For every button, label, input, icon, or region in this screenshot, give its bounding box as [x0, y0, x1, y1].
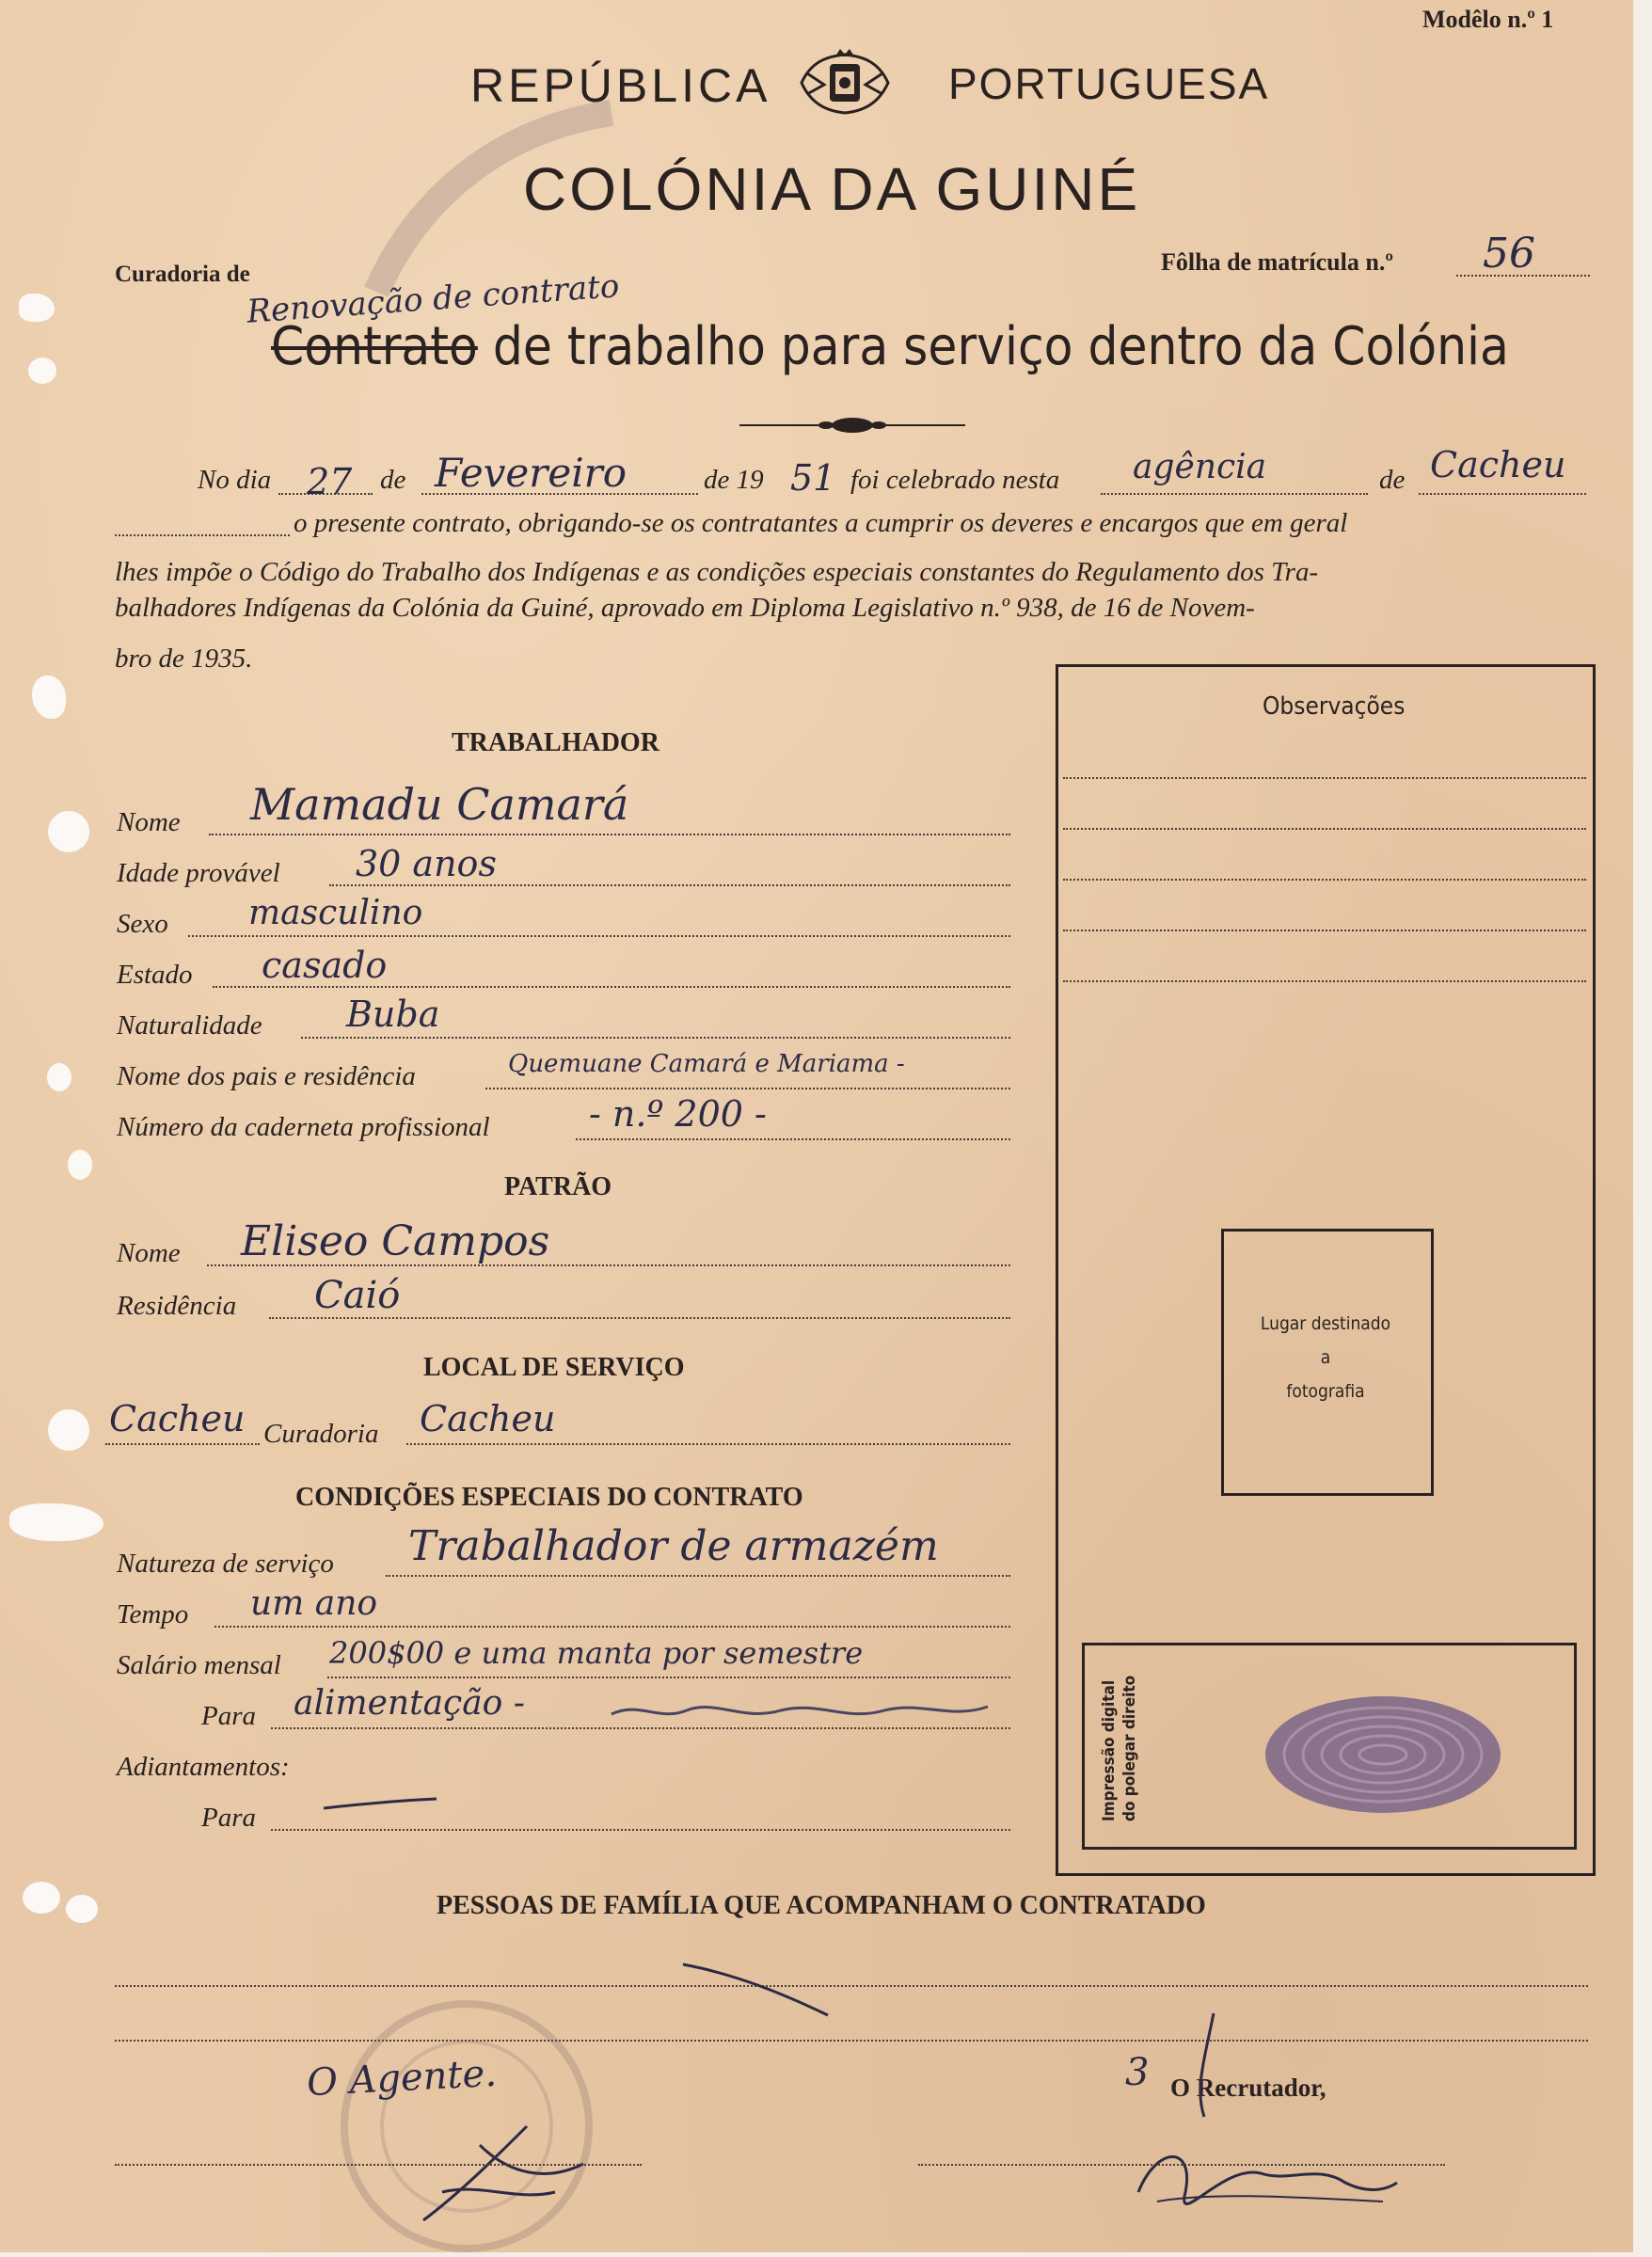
trab-nome-value: Mamadu Camará	[250, 779, 629, 830]
patrao-residencia-value: Caió	[314, 1274, 401, 1317]
local-place-value: Cacheu	[109, 1398, 246, 1439]
agent-handwritten: O Agente.	[305, 2051, 498, 2106]
place1-line	[1101, 493, 1368, 495]
patrao-residencia-label: Residência	[117, 1291, 237, 1321]
trab-naturalidade-line	[301, 1037, 1010, 1039]
trab-caderneta-value: - n.º 200 -	[589, 1093, 767, 1135]
punch-hole	[48, 1409, 89, 1451]
paper-tear	[47, 1063, 71, 1091]
trab-idade-line	[329, 884, 1010, 886]
observacoes-line	[1063, 777, 1586, 779]
trab-idade-value: 30 anos	[356, 843, 497, 884]
trab-estado-line	[213, 986, 1010, 988]
place1-value: agência	[1133, 448, 1267, 486]
paper-tear	[66, 1895, 98, 1923]
paper-tear	[23, 1882, 60, 1914]
punch-hole	[48, 811, 89, 852]
year-value: 51	[790, 457, 836, 499]
trab-caderneta-line	[576, 1138, 1010, 1140]
family-scribble	[677, 1955, 837, 2021]
trab-caderneta-label: Número da caderneta profissional	[117, 1112, 490, 1142]
header-republica: REPÚBLICA	[470, 59, 771, 112]
local-place-line	[105, 1443, 260, 1445]
photo-caption-1: Lugar destinado	[1260, 1313, 1391, 1334]
intro-line-4: bro de 1935.	[115, 644, 253, 674]
tempo-line	[214, 1626, 1010, 1628]
para2-line	[271, 1829, 1010, 1831]
folha-value: 56	[1483, 230, 1535, 278]
para1-value: alimentação -	[294, 1684, 525, 1723]
salario-value: 200$00 e uma manta por semestre	[329, 1635, 864, 1671]
title-struck-word: Contrato	[271, 316, 478, 377]
place2-line	[1419, 493, 1586, 495]
para1-line	[271, 1727, 1010, 1729]
contract-title	[271, 316, 1509, 377]
local-heading: LOCAL DE SERVIÇO	[423, 1353, 685, 1382]
para1-label: Para	[201, 1701, 256, 1731]
para1-scribble	[602, 1693, 997, 1727]
place2-value: Cacheu	[1430, 444, 1566, 485]
thumbprint-caption	[1091, 1665, 1176, 1825]
patrao-residencia-line	[269, 1317, 1010, 1319]
intro-line-3: balhadores Indígenas da Colónia da Guiné, aprovado em Diploma Legislativo n.º 938, de 16 de Novem-	[115, 593, 1255, 623]
model-number: Modêlo n.º 1	[1422, 6, 1554, 33]
condicoes-heading: CONDIÇÕES ESPECIAIS DO CONTRATO	[295, 1483, 803, 1512]
coat-of-arms-icon	[788, 45, 901, 120]
patrao-heading: PATRÃO	[504, 1172, 612, 1201]
trab-pais-value: Quemuane Camará e Mariama -	[508, 1050, 905, 1078]
de1-label: de	[380, 465, 406, 495]
agent-sign-line	[115, 2164, 642, 2166]
local-curadoria-value: Cacheu	[420, 1398, 556, 1439]
trab-estado-value: casado	[262, 945, 388, 986]
header-colonia: COLÓNIA DA GUINÉ	[523, 155, 1141, 223]
day-value: 27	[307, 461, 353, 502]
header-portuguesa: PORTUGUESA	[948, 59, 1270, 108]
observacoes-line	[1063, 879, 1586, 881]
salario-line	[327, 1677, 1010, 1678]
patrao-nome-label: Nome	[117, 1238, 181, 1268]
photo-caption-3: fotografia	[1286, 1381, 1365, 1402]
agent-signature	[405, 2117, 593, 2230]
month-value: Fevereiro	[435, 450, 627, 496]
trabalhador-heading: TRABALHADOR	[452, 728, 659, 757]
trab-idade-label: Idade provável	[117, 858, 280, 888]
de3-label: de	[1379, 465, 1406, 495]
paper-tear	[68, 1150, 92, 1180]
local-curadoria-label: Curadoria	[263, 1419, 379, 1449]
folha-label: Fôlha de matrícula n.º	[1161, 248, 1393, 276]
recruiter-label: O Recrutador,	[1170, 2074, 1326, 2102]
natureza-line	[386, 1575, 1010, 1577]
paper-tear	[9, 1503, 103, 1541]
paper-tear	[28, 358, 56, 384]
trab-nome-label: Nome	[117, 807, 181, 837]
photo-caption-2: a	[1320, 1347, 1331, 1368]
thumbprint-caption-2: do polegar direito	[1120, 1675, 1139, 1821]
trab-pais-label: Nome dos pais e residência	[117, 1061, 416, 1091]
para2-label: Para	[201, 1803, 256, 1833]
observacoes-line	[1063, 930, 1586, 931]
observacoes-title: Observações	[1263, 692, 1406, 721]
tempo-label: Tempo	[117, 1599, 189, 1629]
observacoes-line	[1063, 980, 1586, 982]
trab-sexo-label: Sexo	[117, 909, 168, 939]
trab-sexo-line	[188, 935, 1010, 937]
trab-pais-line	[485, 1088, 1010, 1089]
celebrado-label: foi celebrado nesta	[850, 465, 1060, 495]
natureza-label: Natureza de serviço	[117, 1549, 334, 1579]
patrao-nome-value: Eliseo Campos	[241, 1217, 550, 1265]
trab-estado-label: Estado	[117, 960, 193, 990]
local-curadoria-line	[406, 1443, 1010, 1445]
de2-label: de 19	[704, 465, 764, 495]
trab-naturalidade-value: Buba	[346, 993, 440, 1035]
adiantamentos-label: Adiantamentos:	[117, 1752, 290, 1782]
recruiter-signature	[1101, 2004, 1402, 2239]
natureza-value: Trabalhador de armazém	[408, 1522, 939, 1570]
curadoria-label: Curadoria de	[115, 262, 250, 287]
paper-tear	[19, 294, 55, 322]
intro-line-2: lhes impõe o Código do Trabalho dos Indígenas e as condições especiais constantes do Regulamento dos Tra-	[115, 557, 1319, 587]
renewal-handwritten: Renovação de contrato	[246, 267, 621, 331]
intro-lead-line	[115, 534, 290, 536]
trab-naturalidade-label: Naturalidade	[117, 1010, 262, 1041]
recruiter-mark: 3	[1125, 2051, 1150, 2094]
paper-tear	[32, 676, 66, 719]
salario-label: Salário mensal	[117, 1650, 281, 1680]
title-rest: de trabalho para serviço dentro da Colónia	[492, 316, 1509, 377]
tempo-value: um ano	[250, 1584, 378, 1623]
no-dia-label: No dia	[198, 465, 272, 495]
para2-value	[320, 1795, 442, 1814]
ornament-divider	[739, 414, 965, 437]
thumbprint-caption-1: Impressão digital	[1100, 1679, 1119, 1821]
intro-line-1: o presente contrato, obrigando-se os contratantes a cumprir os deveres e encargos que em geral	[294, 508, 1348, 538]
observacoes-line	[1063, 828, 1586, 830]
thumbprint-image	[1251, 1684, 1515, 1825]
family-heading: PESSOAS DE FAMÍLIA QUE ACOMPANHAM O CONTRATADO	[437, 1891, 1206, 1920]
trab-sexo-value: masculino	[248, 894, 423, 932]
trab-nome-line	[209, 834, 1010, 835]
